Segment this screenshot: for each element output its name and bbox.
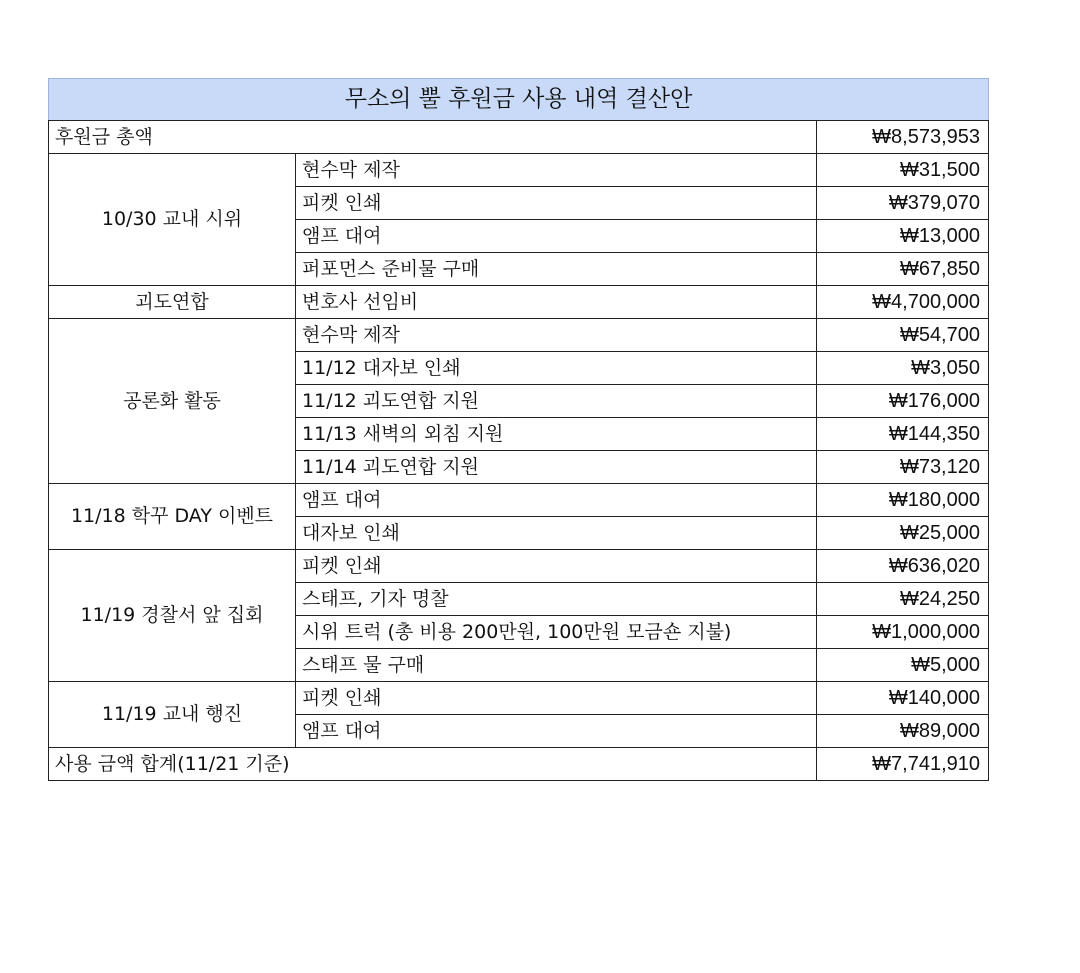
budget-settlement-table — [48, 78, 989, 781]
expense-item-cell: 11/12 괴도연합 지원 — [296, 385, 817, 418]
expense-amount-cell: ₩176,000 — [817, 385, 989, 418]
expense-amount-cell: ₩54,700 — [817, 319, 989, 352]
expense-amount-cell: ₩5,000 — [817, 649, 989, 682]
expense-item-cell: 11/12 대자보 인쇄 — [296, 352, 817, 385]
expense-amount-cell: ₩25,000 — [817, 517, 989, 550]
expense-item-cell: 11/13 새벽의 외침 지원 — [296, 418, 817, 451]
group-name-cell: 공론화 활동 — [49, 319, 296, 484]
table-row — [49, 682, 989, 715]
table-row — [49, 154, 989, 187]
expense-amount-cell: ₩3,050 — [817, 352, 989, 385]
expense-item-cell: 현수막 제작 — [296, 154, 817, 187]
group-name-cell: 11/18 학꾸 DAY 이벤트 — [49, 484, 296, 550]
expense-amount-cell: ₩140,000 — [817, 682, 989, 715]
group-name-cell: 11/19 경찰서 앞 집회 — [49, 550, 296, 682]
expense-amount-cell: ₩89,000 — [817, 715, 989, 748]
expense-amount-cell: ₩73,120 — [817, 451, 989, 484]
expense-amount-cell: ₩31,500 — [817, 154, 989, 187]
expense-amount-cell: ₩67,850 — [817, 253, 989, 286]
expense-item-cell: 대자보 인쇄 — [296, 517, 817, 550]
expense-item-cell: 11/14 괴도연합 지원 — [296, 451, 817, 484]
expense-amount-cell: ₩1,000,000 — [817, 616, 989, 649]
sheet-title: 무소의 뿔 후원금 사용 내역 결산안 — [49, 79, 989, 121]
expense-amount-cell: ₩4,700,000 — [817, 286, 989, 319]
total-spent-row — [49, 748, 989, 781]
expense-item-cell: 앰프 대여 — [296, 715, 817, 748]
group-name-cell: 10/30 교내 시위 — [49, 154, 296, 286]
expense-item-cell: 피켓 인쇄 — [296, 682, 817, 715]
expense-item-cell: 시위 트럭 (총 비용 200만원, 100만원 모금숀 지불) — [296, 616, 817, 649]
expense-amount-cell: ₩636,020 — [817, 550, 989, 583]
expense-amount-cell: ₩144,350 — [817, 418, 989, 451]
table-row — [49, 286, 989, 319]
total-donations-amount: ₩8,573,953 — [817, 121, 989, 154]
expense-item-cell: 앰프 대여 — [296, 484, 817, 517]
group-name-cell: 괴도연합 — [49, 286, 296, 319]
expense-amount-cell: ₩24,250 — [817, 583, 989, 616]
title-row — [49, 79, 989, 121]
expense-amount-cell: ₩379,070 — [817, 187, 989, 220]
expense-item-cell: 앰프 대여 — [296, 220, 817, 253]
expense-item-cell: 현수막 제작 — [296, 319, 817, 352]
group-name-cell: 11/19 교내 행진 — [49, 682, 296, 748]
table-row — [49, 484, 989, 517]
expense-item-cell: 피켓 인쇄 — [296, 187, 817, 220]
expense-amount-cell: ₩13,000 — [817, 220, 989, 253]
table-row — [49, 550, 989, 583]
expense-item-cell: 스태프 물 구매 — [296, 649, 817, 682]
total-spent-label: 사용 금액 합계(11/21 기준) — [49, 748, 817, 781]
expense-item-cell: 스태프, 기자 명찰 — [296, 583, 817, 616]
table-row — [49, 319, 989, 352]
total-spent-amount: ₩7,741,910 — [817, 748, 989, 781]
expense-item-cell: 퍼포먼스 준비물 구매 — [296, 253, 817, 286]
expense-item-cell: 피켓 인쇄 — [296, 550, 817, 583]
total-donations-label: 후원금 총액 — [49, 121, 817, 154]
expense-item-cell: 변호사 선임비 — [296, 286, 817, 319]
total-donations-row — [49, 121, 989, 154]
expense-amount-cell: ₩180,000 — [817, 484, 989, 517]
